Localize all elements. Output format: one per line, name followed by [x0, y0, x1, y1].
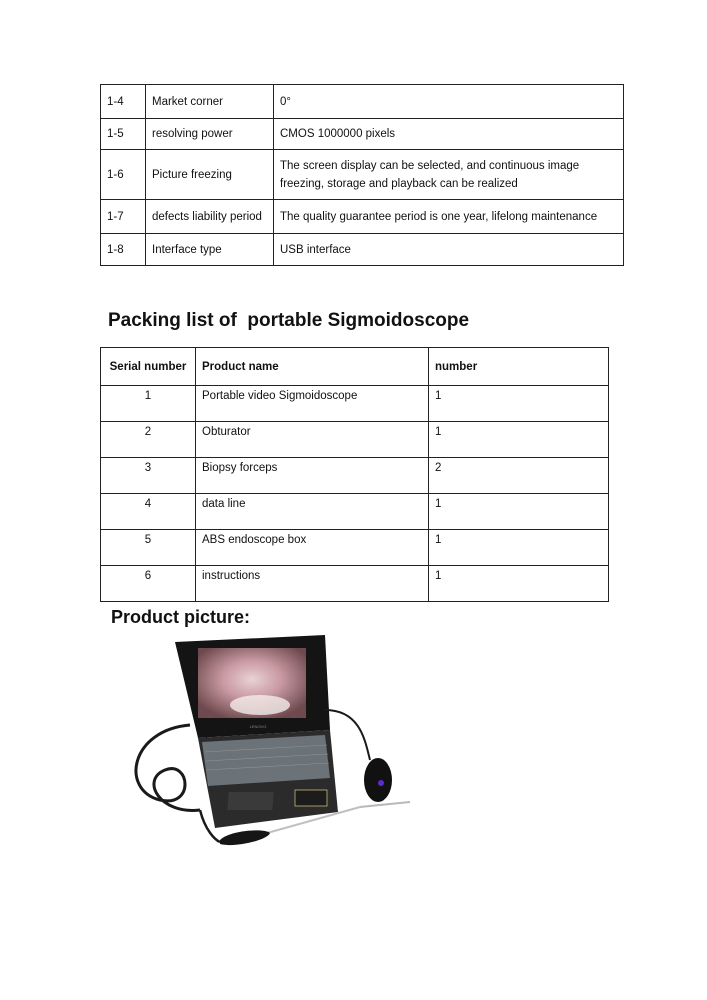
header-number: number [429, 348, 609, 386]
spec-table [100, 84, 624, 266]
mouse [364, 758, 392, 802]
spec-value: The quality guarantee period is one year, lifelong maintenance [274, 200, 624, 234]
spec-name: Interface type [146, 234, 274, 266]
spec-name: resolving power [146, 119, 274, 150]
table-row [101, 458, 609, 494]
table-row [101, 530, 609, 566]
number-cell: 1 [429, 494, 609, 530]
number-cell: 1 [429, 530, 609, 566]
number-cell: 1 [429, 566, 609, 602]
spec-value: The screen display can be selected, and continuous image freezing, storage and playback can be realized [274, 150, 624, 200]
laptop-brand: LENOVO [249, 724, 267, 729]
spec-name: Market corner [146, 85, 274, 119]
header-serial-number: Serial number [101, 348, 196, 386]
spec-name: defects liability period [146, 200, 274, 234]
packing-table [100, 347, 609, 602]
packing-list-title: Packing list of portable Sigmoidoscope [108, 310, 470, 331]
spec-value: 0° [274, 85, 624, 119]
cable [136, 725, 200, 810]
product-picture-title: Product picture: [111, 607, 251, 627]
header-product-name: Product name [196, 348, 429, 386]
number-cell: 1 [429, 422, 609, 458]
product-cell: Portable video Sigmoidoscope [196, 386, 429, 422]
serial-cell: 5 [101, 530, 196, 566]
spec-id: 1-5 [101, 119, 146, 150]
serial-cell: 6 [101, 566, 196, 602]
product-photo [120, 630, 420, 860]
number-cell: 2 [429, 458, 609, 494]
table-row [101, 494, 609, 530]
sticker [295, 790, 327, 806]
table-row [101, 150, 624, 200]
handle [220, 830, 270, 845]
product-cell: data line [196, 494, 429, 530]
number-cell: 1 [429, 386, 609, 422]
table-header-row [101, 348, 609, 386]
spec-id: 1-4 [101, 85, 146, 119]
table-row [101, 85, 624, 119]
touchpad [227, 792, 273, 810]
table-row [101, 566, 609, 602]
keyboard [202, 735, 330, 786]
serial-cell: 1 [101, 386, 196, 422]
table-row [101, 386, 609, 422]
table-row [101, 200, 624, 234]
product-cell: instructions [196, 566, 429, 602]
table-row [101, 119, 624, 150]
serial-cell: 4 [101, 494, 196, 530]
probe [360, 802, 410, 807]
spec-id: 1-8 [101, 234, 146, 266]
table-row [101, 422, 609, 458]
spec-value: CMOS 1000000 pixels [274, 119, 624, 150]
spec-name: Picture freezing [146, 150, 274, 200]
product-cell: ABS endoscope box [196, 530, 429, 566]
spec-id: 1-6 [101, 150, 146, 200]
table-row [101, 234, 624, 266]
product-cell: Obturator [196, 422, 429, 458]
spec-id: 1-7 [101, 200, 146, 234]
serial-cell: 2 [101, 422, 196, 458]
product-cell: Biopsy forceps [196, 458, 429, 494]
serial-cell: 3 [101, 458, 196, 494]
spec-value: USB interface [274, 234, 624, 266]
